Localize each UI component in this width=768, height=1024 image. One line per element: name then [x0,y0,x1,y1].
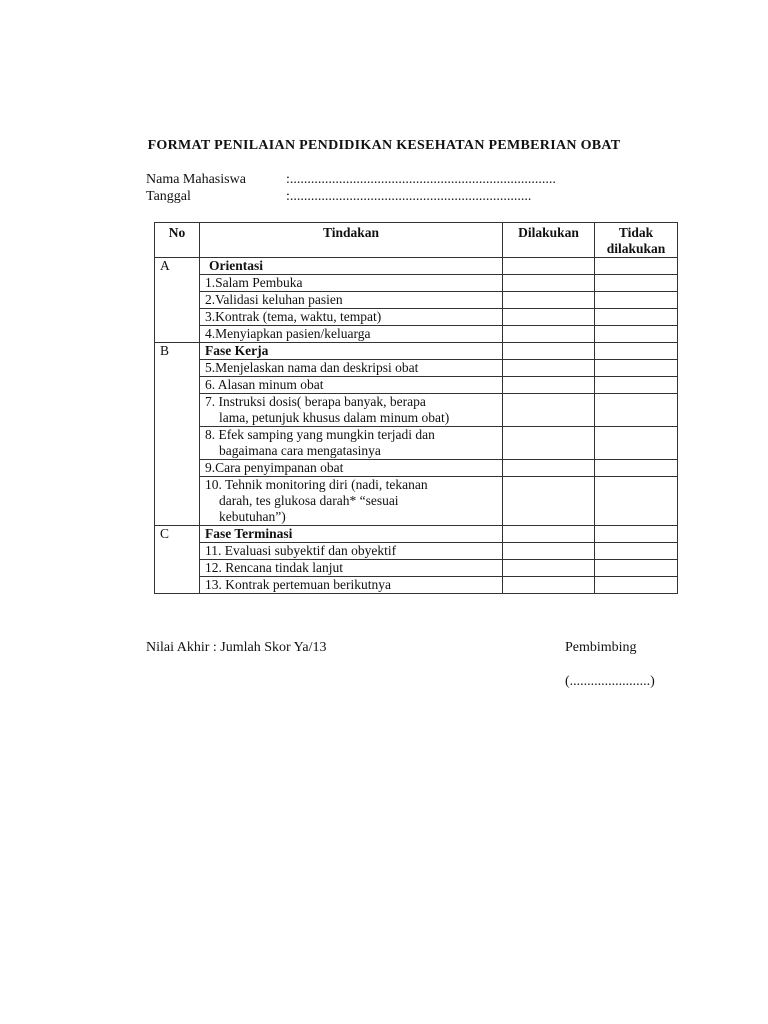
section-row [155,343,678,360]
student-name-label: Nama Mahasiswa [146,172,246,187]
table-row [155,292,678,309]
table-row [155,577,678,594]
table-row [155,309,678,326]
done-cell[interactable] [503,275,595,292]
supervisor-label: Pembimbing [565,640,637,655]
action-cell [200,360,503,377]
done-cell[interactable] [503,477,595,526]
action-text-line: 13. Kontrak pertemuan berikutnya [205,577,391,592]
action-cell [200,560,503,577]
group-code-cell [155,460,200,477]
not-done-cell[interactable] [595,360,678,377]
action-cell [200,394,503,427]
group-code-cell [155,309,200,326]
done-cell[interactable] [503,394,595,427]
section-title-cell [200,258,503,275]
date-field [146,189,531,205]
section-title-cell [200,343,503,360]
header-not-done: Tidak dilakukan [595,223,678,258]
group-code-cell [155,275,200,292]
group-code-cell [155,377,200,394]
action-cell [200,460,503,477]
action-text-line: 9.Cara penyimpanan obat [205,460,344,475]
not-done-cell[interactable] [595,343,678,360]
action-text-line: 8. Efek samping yang mungkin terjadi dan [205,427,435,442]
not-done-cell[interactable] [595,427,678,460]
action-cell [200,326,503,343]
table-row [155,275,678,292]
group-code-cell [155,543,200,560]
header-no: No [155,223,200,258]
table-row [155,394,678,427]
table-row [155,477,678,526]
action-text-line: 11. Evaluasi subyektif dan obyektif [205,543,397,558]
not-done-cell[interactable] [595,309,678,326]
action-text-line: kebutuhan”) [219,509,286,524]
done-cell[interactable] [503,543,595,560]
assessment-table [154,222,678,594]
done-cell[interactable] [503,309,595,326]
section-title: Fase Terminasi [205,526,293,541]
action-text-line: lama, petunjuk khusus dalam minum obat) [219,410,450,425]
done-cell[interactable] [503,343,595,360]
action-text-line: 7. Instruksi dosis( berapa banyak, berapa [205,394,426,409]
action-cell [200,292,503,309]
done-cell[interactable] [503,560,595,577]
section-row [155,526,678,543]
done-cell[interactable] [503,526,595,543]
not-done-cell[interactable] [595,577,678,594]
not-done-cell[interactable] [595,543,678,560]
table-row [155,560,678,577]
action-cell [200,577,503,594]
group-code-cell [155,326,200,343]
table-row [155,427,678,460]
done-cell[interactable] [503,326,595,343]
group-code-cell: C [155,526,200,543]
table-row [155,377,678,394]
header-action: Tindakan [200,223,503,258]
not-done-cell[interactable] [595,326,678,343]
action-text-line: 3.Kontrak (tema, waktu, tempat) [205,309,382,324]
group-code-cell [155,477,200,526]
table-row [155,360,678,377]
not-done-cell[interactable] [595,292,678,309]
not-done-cell[interactable] [595,275,678,292]
done-cell[interactable] [503,377,595,394]
student-name-field [146,172,556,188]
section-title: Fase Kerja [205,343,269,358]
done-cell[interactable] [503,577,595,594]
group-code-cell [155,360,200,377]
group-code-cell: B [155,343,200,360]
action-cell [200,477,503,526]
action-text-line: 4.Menyiapkan pasien/keluarga [205,326,371,341]
not-done-cell[interactable] [595,560,678,577]
group-code-cell [155,292,200,309]
table-row [155,543,678,560]
not-done-cell[interactable] [595,394,678,427]
section-row [155,258,678,275]
done-cell[interactable] [503,460,595,477]
group-code-cell [155,577,200,594]
final-score-text: Nilai Akhir : Jumlah Skor Ya/13 [146,640,327,655]
date-label: Tanggal [146,189,191,204]
done-cell[interactable] [503,360,595,377]
action-text-line: 6. Alasan minum obat [205,377,324,392]
done-cell[interactable] [503,258,595,275]
table-header-row [155,223,678,258]
group-code-cell [155,560,200,577]
group-code-cell: A [155,258,200,275]
header-done: Dilakukan [503,223,595,258]
not-done-cell[interactable] [595,258,678,275]
not-done-cell[interactable] [595,477,678,526]
action-text-line: 12. Rencana tindak lanjut [205,560,343,575]
group-code-cell [155,427,200,460]
table-row [155,460,678,477]
table-row [155,326,678,343]
action-text-line: 5.Menjelaskan nama dan deskripsi obat [205,360,419,375]
signature-line: (.......................) [565,674,655,689]
section-title: Orientasi [209,258,263,273]
action-cell [200,427,503,460]
action-text-line: 1.Salam Pembuka [205,275,303,290]
student-name-value: :............................................................................ [286,172,556,187]
section-title-cell [200,526,503,543]
done-cell[interactable] [503,292,595,309]
action-cell [200,543,503,560]
group-code-cell [155,394,200,427]
action-text-line: 2.Validasi keluhan pasien [205,292,343,307]
document-title: FORMAT PENILAIAN PENDIDIKAN KESEHATAN PEMBERIAN OBAT [147,138,621,153]
not-done-cell[interactable] [595,460,678,477]
not-done-cell[interactable] [595,526,678,543]
done-cell[interactable] [503,427,595,460]
action-text-line: bagaimana cara mengatasinya [219,443,381,458]
action-cell [200,309,503,326]
action-cell [200,275,503,292]
not-done-cell[interactable] [595,377,678,394]
action-text-line: darah, tes glukosa darah* “sesuai [219,493,399,508]
action-text-line: 10. Tehnik monitoring diri (nadi, tekanan [205,477,428,492]
action-cell [200,377,503,394]
date-value: :..................................................................... [286,189,532,204]
